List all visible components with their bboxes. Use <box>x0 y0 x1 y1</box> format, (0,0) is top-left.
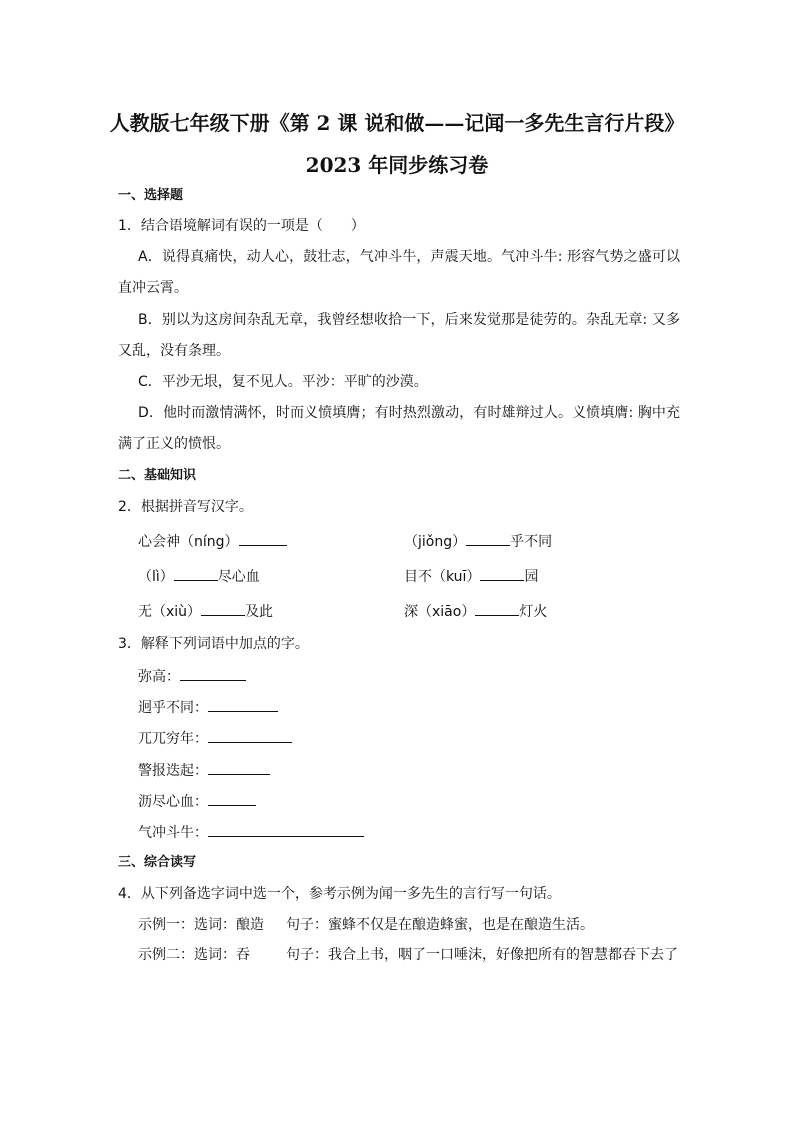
page-subtitle: 2023 年同步练习卷 <box>305 153 489 177</box>
answer-blank[interactable] <box>201 600 245 616</box>
definition-item: 沥尽心血： <box>138 790 256 812</box>
pinyin-item: （lì） 尽心血 <box>138 565 260 587</box>
answer-blank[interactable] <box>239 530 287 546</box>
answer-blank[interactable] <box>174 565 218 581</box>
answer-blank[interactable] <box>208 759 270 775</box>
section-heading-basics: 二、基础知识 <box>118 468 197 483</box>
example-two: 示例二：选词：吞 句子：我合上书，咽了一口唾沫，好像把所有的智慧都吞下去了 <box>138 947 678 963</box>
question-3-stem: 3．解释下列词语中加点的字。 <box>118 636 309 652</box>
answer-blank[interactable] <box>208 727 292 743</box>
example-one: 示例一：选词：酿造 句子：蜜蜂不仅是在酿造蜂蜜，也是在酿造生活。 <box>138 917 594 933</box>
question-1-option-d: D．他时而激情满怀，时而义愤填膺；有时热烈激动，有时雄辩过人。义愤填膺: 胸中充满了正义的愤恨。 <box>118 405 680 452</box>
page-title: 人教版七年级下册《第 2 课 说和做——记闻一多先生言行片段》 <box>109 111 685 135</box>
answer-blank[interactable] <box>208 821 364 837</box>
pinyin-item: （jiǒng） 乎不同 <box>404 530 552 552</box>
pinyin-item: 心会神（níng） <box>138 530 287 552</box>
section-heading-choice: 一、选择题 <box>118 188 184 203</box>
definition-item: 弥高： <box>138 665 246 687</box>
question-1-option-c: C．平沙无垠，复不见人。平沙：平旷的沙漠。 <box>138 374 428 390</box>
question-1-option-a: A．说得真痛快，动人心，鼓壮志，气冲斗牛，声震天地。气冲斗牛: 形容气势之盛可以直冲云霄。 <box>118 249 680 296</box>
pinyin-item: 深（xiāo） 灯火 <box>404 600 547 622</box>
answer-blank[interactable] <box>180 665 246 681</box>
answer-blank[interactable] <box>208 696 278 712</box>
question-2-stem: 2．根据拼音写汉字。 <box>118 499 253 515</box>
definition-item: 兀兀穷年： <box>138 727 292 749</box>
answer-blank[interactable] <box>466 530 510 546</box>
answer-blank[interactable] <box>480 565 524 581</box>
pinyin-item: 无（xiù） 及此 <box>138 600 273 622</box>
definition-item: 气冲斗牛： <box>138 821 364 843</box>
answer-blank[interactable] <box>208 790 256 806</box>
question-1-stem: 1．结合语境解词有误的一项是（ ） <box>118 218 365 234</box>
section-heading-reading-writing: 三、综合读写 <box>118 855 197 870</box>
answer-blank[interactable] <box>475 600 519 616</box>
question-1-option-b: B．别以为这房间杂乱无章，我曾经想收拾一下，后来发觉那是徒劳的。杂乱无章: 又多又乱，没有条理。 <box>118 312 680 359</box>
question-4-stem: 4．从下列备选字词中选一个，参考示例为闻一多先生的言行写一句话。 <box>118 886 561 902</box>
definition-item: 迥乎不同： <box>138 696 278 718</box>
pinyin-item: 目不（kuī） 园 <box>404 565 538 587</box>
definition-item: 警报迭起： <box>138 759 270 781</box>
